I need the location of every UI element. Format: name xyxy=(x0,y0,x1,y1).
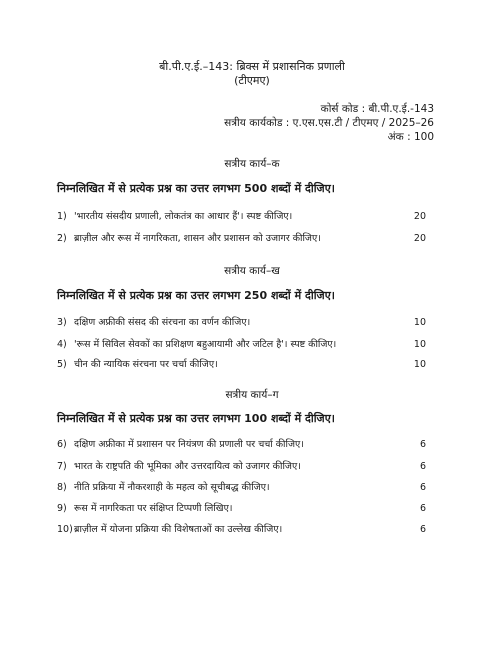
document-subtitle: (टीएमए) xyxy=(234,74,270,87)
question-text: भारत के राष्ट्रपति की भूमिका और उत्तरदायित्व को उजागर कीजिए। xyxy=(74,461,301,472)
question-item xyxy=(57,316,437,329)
document-title: बी.पी.ए.ई.–143: ब्रिक्स में प्रशासनिक प्रणाली xyxy=(159,60,345,73)
question-number: 3) xyxy=(57,317,67,328)
question-marks: 20 xyxy=(413,233,426,244)
question-marks: 6 xyxy=(419,524,426,535)
section-b-title: सत्रीय कार्य–ख xyxy=(224,265,280,277)
section-c-title: सत्रीय कार्य–ग xyxy=(225,389,279,401)
assignment-code: सत्रीय कार्यकोड : ए.एस.एस.टी / टीएमए / 2025–26 xyxy=(224,117,434,129)
question-marks: 10 xyxy=(413,339,426,350)
section-c-instruction: निम्नलिखित में से प्रत्येक प्रश्न का उत्तर लगभग 100 शब्दों में दीजिए। xyxy=(57,412,335,425)
question-number: 5) xyxy=(57,359,67,370)
question-item xyxy=(57,210,437,223)
question-item xyxy=(57,502,437,515)
question-text: चीन की न्यायिक संरचना पर चर्चा कीजिए। xyxy=(74,359,218,370)
question-number: 6) xyxy=(57,439,67,450)
question-number: 10) xyxy=(57,524,73,535)
question-text: ब्राज़ील में योजना प्रक्रिया की विशेषताओं का उल्लेख कीजिए। xyxy=(74,524,283,535)
question-marks: 6 xyxy=(419,461,426,472)
question-number: 1) xyxy=(57,211,67,222)
question-marks: 6 xyxy=(419,439,426,450)
question-item xyxy=(57,481,437,494)
course-code: कोर्स कोड : बी.पी.ए.ई.-143 xyxy=(320,103,434,115)
total-marks: अंक : 100 xyxy=(387,131,434,143)
question-item xyxy=(57,232,437,245)
question-marks: 20 xyxy=(413,211,426,222)
question-number: 7) xyxy=(57,461,67,472)
question-item xyxy=(57,523,437,536)
question-item xyxy=(57,338,437,351)
section-b-instruction: निम्नलिखित में से प्रत्येक प्रश्न का उत्तर लगभग 250 शब्दों में दीजिए। xyxy=(57,289,335,302)
question-text: ब्राज़ील और रूस में नागरिकता, शासन और प्रशासन को उजागर कीजिए। xyxy=(74,233,321,244)
question-marks: 10 xyxy=(413,359,426,370)
section-a-title: सत्रीय कार्य–क xyxy=(224,158,280,170)
question-number: 4) xyxy=(57,339,67,350)
question-text: दक्षिण अफ्रीकी संसद की संरचना का वर्णन कीजिए। xyxy=(74,317,251,328)
question-marks: 6 xyxy=(419,503,426,514)
question-number: 2) xyxy=(57,233,67,244)
question-text: नीति प्रक्रिया में नौकरशाही के महत्व को सूचीबद्ध कीजिए। xyxy=(74,482,270,493)
question-text: दक्षिण अफ्रीका में प्रशासन पर नियंत्रण की प्रणाली पर चर्चा कीजिए। xyxy=(74,439,304,450)
question-text: रूस में नागरिकता पर संक्षिप्त टिप्पणी लिखिए। xyxy=(74,503,233,514)
question-item xyxy=(57,460,437,473)
question-marks: 6 xyxy=(419,482,426,493)
question-text: 'भारतीय संसदीय प्रणाली, लोकतंत्र का आधार हैं'। स्पष्ट कीजिए। xyxy=(74,211,293,222)
question-text: 'रूस में सिविल सेवकों का प्रशिक्षण बहुआयामी और जटिल है'। स्पष्ट कीजिए। xyxy=(74,339,337,350)
question-number: 9) xyxy=(57,503,67,514)
question-item xyxy=(57,358,437,371)
question-marks: 10 xyxy=(413,317,426,328)
section-a-instruction: निम्नलिखित में से प्रत्येक प्रश्न का उत्तर लगभग 500 शब्दों में दीजिए। xyxy=(57,182,335,195)
question-number: 8) xyxy=(57,482,67,493)
question-item xyxy=(57,438,437,451)
